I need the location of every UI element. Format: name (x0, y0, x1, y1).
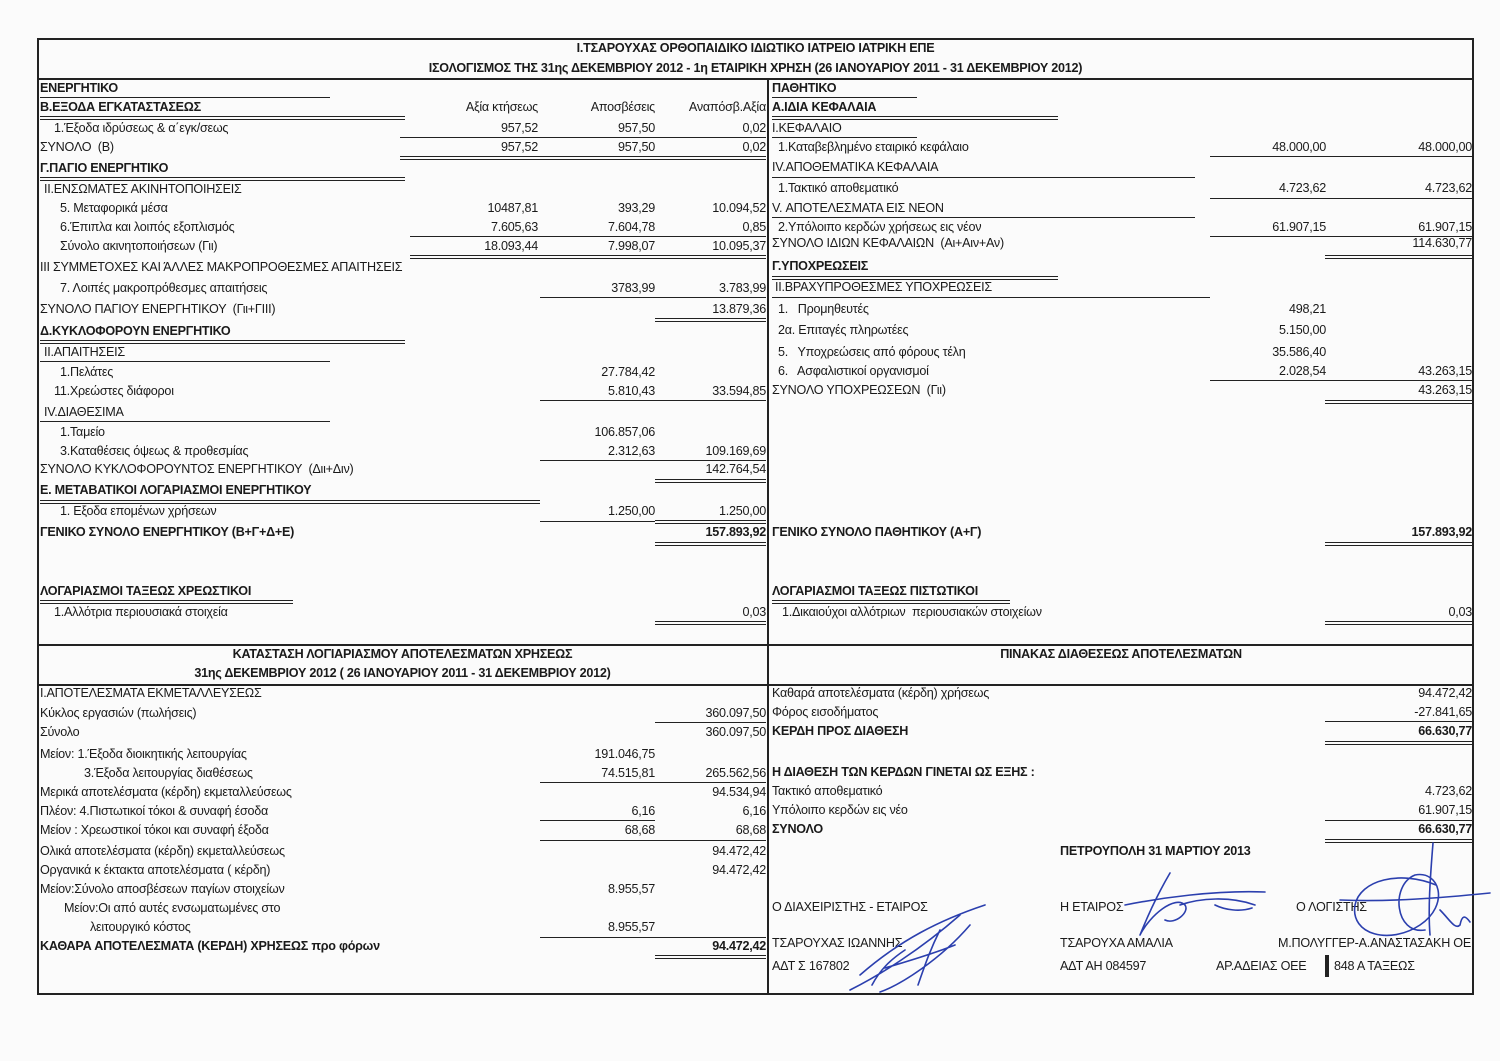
row-amount: 61.907,15 (1272, 220, 1326, 234)
underline-rule (772, 297, 1210, 298)
row-amount: 48.000,00 (1272, 140, 1326, 154)
row-label: Σύνολο (40, 725, 80, 739)
row-amount: 4.723,62 (1424, 181, 1472, 195)
underline-rule (772, 600, 1010, 604)
row-label: Ι.ΚΕΦΑΛΑΙΟ (772, 121, 842, 135)
row-amount: 957,52 (500, 140, 538, 154)
row-amount: 5.150,00 (1278, 323, 1326, 337)
row-label: Β.ΕΞΟΔΑ ΕΓΚΑΤΑΣΤΑΣΕΩΣ (40, 100, 201, 114)
row-label: 5. Υποχρεώσεις από φόρους τέλη (778, 345, 966, 359)
row-amount: 8.955,57 (607, 882, 655, 896)
row-label: 6.Έπιπλα και λοιπός εξοπλισμός (60, 220, 235, 234)
underline-rule (772, 137, 917, 138)
row-amount: 191.046,75 (594, 747, 655, 761)
underline-rule (1325, 721, 1472, 722)
underline-rule (40, 361, 330, 362)
underline-rule (40, 600, 293, 604)
row-amount: 2.028,54 (1278, 364, 1326, 378)
row-label: 3.Έξοδα λειτουργίας διαθέσεως (84, 766, 253, 780)
underline-rule (1325, 400, 1472, 404)
row-label: Ε. ΜΕΤΑΒΑΤΙΚΟΙ ΛΟΓΑΡΙΑΣΜΟΙ ΕΝΕΡΓΗΤΙΚΟΥ (40, 483, 312, 497)
row-amount: 68,68 (735, 823, 766, 837)
row-amount: 8.955,57 (607, 920, 655, 934)
row-label: ΕΝΕΡΓΗΤΙΚΟ (40, 81, 118, 95)
underline-rule (1325, 255, 1472, 259)
underline-rule (40, 340, 405, 344)
row-label: 1. Προμηθευτές (778, 302, 869, 316)
row-amount: 66.630,77 (1418, 724, 1472, 738)
underline-rule (772, 276, 1058, 280)
underline-rule (40, 421, 330, 422)
underline-rule (655, 955, 766, 959)
row-amount: 3.783,99 (718, 281, 766, 295)
row-label: 1.Καταβεβλημένο εταιρικό κεφάλαιο (778, 140, 969, 154)
row-amount: 393,29 (617, 201, 655, 215)
underline-rule (540, 521, 655, 522)
row-label: ΠΑΘΗΤΙΚΟ (772, 81, 837, 95)
signer-manager-id: ΑΔΤ Σ 167802 (772, 959, 850, 973)
row-label: Φόρος εισοδήματος (772, 705, 879, 719)
row-label: ΓΕΝΙΚΟ ΣΥΝΟΛΟ ΕΝΕΡΓΗΤΙΚΟΥ (Β+Γ+Δ+Ε) (40, 525, 295, 539)
section-divider (37, 78, 1474, 80)
underline-rule (40, 500, 540, 504)
row-amount: 498,21 (1288, 302, 1326, 316)
row-amount: 1.250,00 (607, 504, 655, 518)
row-amount: 114.630,77 (1412, 236, 1472, 250)
signer-accountant-name: Μ.ΠΟΛΥΓΓΕΡ-Α.ΑΝΑΣΤΑΣΑΚΗ ΟΕ (1277, 936, 1471, 950)
underline-rule (40, 97, 330, 98)
underline-rule (1210, 198, 1472, 199)
row-amount: 4.723,62 (1278, 181, 1326, 195)
row-amount: 142.764,54 (705, 462, 766, 476)
signer-manager-role: Ο ΔΙΑΧΕΙΡΙΣΤΗΣ - ΕΤΑΙΡΟΣ (772, 900, 928, 914)
row-label: ΙΙΙ ΣΥΜΜΕΤΟΧΕΣ ΚΑΙ ΆΛΛΕΣ ΜΑΚΡΟΠΡΟΘΕΣΜΕΣ ΑΠΑΙΤΗΣΕΙΣ (40, 260, 403, 274)
underline-rule (540, 460, 766, 461)
row-amount: 7.605,63 (490, 220, 538, 234)
underline-rule (1325, 820, 1472, 821)
row-label: Οργανικά κ έκτακτα αποτελέσματα ( κέρδη) (40, 863, 271, 877)
income-statement-title: ΚΑΤΑΣΤΑΣΗ ΛΟΓΙΑΡΙΑΣΜΟΥ ΑΠΟΤΕΛΕΣΜΑΤΩΝ ΧΡΗΣΕΩΣ (232, 647, 573, 661)
row-amount: 13.879,36 (712, 302, 766, 316)
row-label: Πλέον: 4.Πιστωτικοί τόκοι & συναφή έσοδα (40, 804, 269, 818)
underline-rule (772, 116, 1058, 120)
underline-rule (1325, 741, 1472, 745)
row-label: ΣΥΝΟΛΟ ΠΑΓΙΟΥ ΕΝΕΡΓΗΤΙΚΟΥ (Γιι+ΓΙΙΙ) (40, 302, 276, 316)
row-amount: 10487,81 (487, 201, 538, 215)
row-label: ΛΟΓΑΡΙΑΣΜΟΙ ΤΑΞΕΩΣ ΧΡΕΩΣΤΙΚΟΙ (40, 584, 252, 598)
row-amount: 106.857,06 (594, 425, 655, 439)
underline-rule (1325, 839, 1472, 843)
signer-partner-name: ΤΣΑΡΟΥΧΑ ΑΜΑΛΙΑ (1060, 936, 1173, 950)
row-label: Μείον: 1.Έξοδα διοικητικής λειτουργίας (40, 747, 247, 761)
row-label: 3.Καταθέσεις όψεως & προθεσμίας (60, 444, 249, 458)
underline-rule (772, 97, 917, 98)
balance-sheet-title: ΙΣΟΛΟΓΙΣΜΟΣ ΤΗΣ 31ης ΔΕΚΕΜΒΡΙΟΥ 2012 - 1η ΕΤΑΙΡΙΚΗ ΧΡΗΣΗ (26 ΙΑΝΟΥΑΡΙΟΥ 2011 - 31 ΔΕΚΕΜΒΡΙΟΥ 2012) (428, 61, 1083, 75)
row-label: Γ.ΠΑΓΙΟ ΕΝΕΡΓΗΤΙΚΟ (40, 161, 169, 175)
place-date: ΠΕΤΡΟΥΠΟΛΗ 31 ΜΑΡΤΙΟΥ 2013 (1060, 844, 1251, 858)
row-amount: 10.095,37 (712, 239, 766, 253)
row-amount: 48.000,00 (1418, 140, 1472, 154)
distribution-title: ΠΙΝΑΚΑΣ ΔΙΑΘΕΣΕΩΣ ΑΠΟΤΕΛΕΣΜΑΤΩΝ (1000, 647, 1242, 661)
row-label: Μερικά αποτελέσματα (κέρδη) εκμεταλλεύσεως (40, 785, 292, 799)
row-label: ΙΙ.ΕΝΣΩΜΑΤΕΣ ΑΚΙΝΗΤΟΠΟΙΗΣΕΙΣ (44, 182, 242, 196)
row-amount: 0,02 (742, 140, 766, 154)
row-amount: 94.472,42 (712, 844, 766, 858)
row-label: Κύκλος εργασιών (πωλήσεις) (40, 706, 197, 720)
signer-accountant-role: Ο ΛΟΓΙΣΤΗΣ (1296, 900, 1367, 914)
row-label: 1.Έξοδα ιδρύσεως & α΄εγκ/σεως (54, 121, 229, 135)
row-amount: 0,03 (742, 605, 766, 619)
row-amount: 157.893,92 (1411, 525, 1472, 539)
row-label: Ι.ΑΠΟΤΕΛΕΣΜΑΤΑ ΕΚΜΕΤΑΛΛΕΥΣΕΩΣ (40, 686, 262, 700)
row-amount: 6,16 (742, 804, 766, 818)
row-amount: 74.515,81 (601, 766, 655, 780)
underline-rule (655, 520, 766, 524)
row-label: Μείον : Χρεωστικοί τόκοι και συναφή έξοδα (40, 823, 269, 837)
signer-manager-name: ΤΣΑΡΟΥΧΑΣ ΙΩΑΝΝΗΣ (772, 936, 903, 950)
row-label: ΛΟΓΑΡΙΑΣΜΟΙ ΤΑΞΕΩΣ ΠΙΣΤΩΤΙΚΟΙ (772, 584, 978, 598)
row-label: 1. Εξοδα επομένων χρήσεων (60, 504, 217, 518)
row-label: Η ΔΙΑΘΕΣΗ ΤΩΝ ΚΕΡΔΩΝ ΓΙΝΕΤΑΙ ΩΣ ΕΞΗΣ : (772, 765, 1035, 779)
row-label: Ολικά αποτελέσματα (κέρδη) εκμεταλλεύσεως (40, 844, 285, 858)
row-label: 7. Λοιπές μακροπρόθεσμες απαιτήσεις (60, 281, 268, 295)
row-amount: 360.097,50 (705, 725, 766, 739)
underline-rule (540, 937, 766, 938)
col-header-acquisition: Αξία κτήσεως (465, 100, 538, 114)
row-amount: 61.907,15 (1418, 803, 1472, 817)
row-label: ΣΥΝΟΛΟ (772, 822, 823, 836)
section-divider (37, 644, 1474, 646)
underline-rule (40, 116, 405, 120)
row-label: Καθαρά αποτελέσματα (κέρδη) χρήσεως (772, 686, 990, 700)
row-label: V. ΑΠΟΤΕΛΕΣΜΑΤΑ ΕΙΣ ΝΕΟΝ (772, 201, 944, 215)
row-label: ΙΙ.ΑΠΑΙΤΗΣΕΙΣ (44, 345, 125, 359)
row-amount: 7.998,07 (607, 239, 655, 253)
underline-rule (655, 542, 766, 546)
underline-rule (540, 297, 766, 298)
row-label: ΓΕΝΙΚΟ ΣΥΝΟΛΟ ΠΑΘΗΤΙΚΟΥ (Α+Γ) (772, 525, 982, 539)
row-amount: 1.250,00 (718, 504, 766, 518)
row-label: 6. Ασφαλιστικοί οργανισμοί (778, 364, 929, 378)
col-header-depreciation: Αποσβέσεις (590, 100, 655, 114)
row-amount: 957,50 (617, 140, 655, 154)
col-header-net-value: Αναπόσβ.Αξία (688, 100, 766, 114)
row-label: 2α. Επιταγές πληρωτέες (778, 323, 909, 337)
row-amount: 27.784,42 (601, 365, 655, 379)
row-amount: 61.907,15 (1418, 220, 1472, 234)
row-amount: 109.169,69 (705, 444, 766, 458)
row-label: 11.Χρεώστες διάφοροι (54, 384, 174, 398)
row-label: 1.Δικαιούχοι αλλότριων περιουσιακών στοιχείων (782, 605, 1042, 619)
underline-rule (540, 840, 766, 841)
row-label: ΣΥΝΟΛΟ ΙΔΙΩΝ ΚΕΦΑΛΑΙΩΝ (Αι+Αιν+Αν) (772, 236, 1004, 250)
row-amount: 157.893,92 (705, 525, 766, 539)
underline-rule (1210, 156, 1472, 157)
company-title: Ι.ΤΣΑΡΟΥΧΑΣ ΟΡΘΟΠΑΙΔΙΚΟ ΙΔΙΩΤΙΚΟ ΙΑΤΡΕΙΟ ΙΑΤΡΙΚΗ ΕΠΕ (576, 41, 935, 55)
row-label: 1.Αλλότρια περιουσιακά στοιχεία (54, 605, 228, 619)
row-label: Μείον:Σύνολο αποσβέσεων παγίων στοιχείων (40, 882, 285, 896)
row-label: ΙΙ.ΒΡΑΧΥΠΡΟΘΕΣΜΕΣ ΥΠΟΧΡΕΩΣΕΙΣ (775, 280, 992, 294)
row-amount: 94.534,94 (712, 785, 766, 799)
row-amount: 7.604,78 (607, 220, 655, 234)
row-amount: 43.263,15 (1418, 364, 1472, 378)
row-amount: 0,85 (742, 220, 766, 234)
row-label: 1.Τακτικό αποθεματικό (778, 181, 899, 195)
underline-rule (400, 137, 766, 138)
row-label: ΙV.ΑΠΟΘΕΜΑΤΙΚΑ ΚΕΦΑΛΑΙΑ (772, 160, 939, 174)
row-amount: 3783,99 (611, 281, 655, 295)
row-label: ΙV.ΔΙΑΘΕΣΙΜΑ (44, 405, 124, 419)
underline-rule (1210, 380, 1472, 381)
row-amount: 68,68 (624, 823, 655, 837)
row-label: 5. Μεταφορικά μέσα (60, 201, 168, 215)
row-label: ΣΥΝΟΛΟ ΥΠΟΧΡΕΩΣΕΩΝ (Γιι) (772, 383, 946, 397)
underline-rule (772, 217, 1195, 218)
underline-rule (540, 820, 655, 821)
row-amount: 265.562,56 (705, 766, 766, 780)
signer-accountant-license-label: ΑΡ.ΑΔΕΙΑΣ ΟΕΕ (1216, 959, 1307, 973)
row-label: 2.Υπόλοιπο κερδών χρήσεως εις νέον (778, 220, 982, 234)
row-label: Τακτικό αποθεματικό (772, 784, 883, 798)
row-label: Δ.ΚΥΚΛΟΦΟΡΟΥΝ ΕΝΕΡΓΗΤΙΚΟ (40, 324, 231, 338)
row-amount: 35.586,40 (1272, 345, 1326, 359)
row-label: 1.Πελάτες (60, 365, 114, 379)
underline-rule (772, 177, 1195, 178)
underline-rule (655, 479, 766, 483)
row-label: ΚΑΘΑΡΑ ΑΠΟΤΕΛΕΣΜΑΤΑ (ΚΕΡΔΗ) ΧΡΗΣΕΩΣ προ φόρων (40, 939, 380, 953)
underline-rule (1325, 621, 1472, 625)
row-amount: 957,50 (617, 121, 655, 135)
underline-rule (540, 782, 766, 783)
section-divider (37, 684, 1474, 686)
row-label: Μείον:Οι από αυτές ενσωματωμένες στο (64, 901, 281, 915)
row-amount: 4.723,62 (1424, 784, 1472, 798)
signer-accountant-license-number: 848 Α ΤΑΞΕΩΣ (1334, 959, 1415, 973)
underline-rule (400, 156, 766, 160)
row-amount: 94.472,42 (1418, 686, 1472, 700)
row-label: Γ.ΥΠΟΧΡΕΩΣΕΙΣ (772, 259, 869, 273)
row-label: 1.Ταμείο (60, 425, 105, 439)
row-amount: 6,16 (631, 804, 655, 818)
row-label: ΣΥΝΟΛΟ ΚΥΚΛΟΦΟΡΟΥΝΤΟΣ ΕΝΕΡΓΗΤΙΚΟΥ (Διι+Διν) (40, 462, 354, 476)
row-label: Υπόλοιπο κερδών εις νέο (772, 803, 908, 817)
row-amount: 5.810,43 (607, 384, 655, 398)
row-amount: 94.472,42 (712, 863, 766, 877)
row-amount: -27.841,65 (1414, 705, 1472, 719)
row-amount: 43.263,15 (1418, 383, 1472, 397)
signer-partner-id: ΑΔΤ ΑΗ 084597 (1060, 959, 1147, 973)
underline-rule (40, 177, 405, 181)
underline-rule (410, 236, 766, 237)
underline-rule (1210, 236, 1472, 237)
row-label: ΣΥΝΟΛΟ (Β) (40, 140, 114, 154)
column-divider (767, 78, 769, 995)
row-amount: 94.472,42 (712, 939, 766, 953)
row-label: ΚΕΡΔΗ ΠΡΟΣ ΔΙΑΘΕΣΗ (772, 724, 909, 738)
row-amount: 18.093,44 (484, 239, 538, 253)
underline-rule (655, 621, 766, 625)
row-label: Σύνολο ακινητοποιήσεων (Γιι) (60, 239, 218, 253)
license-separator (1325, 955, 1329, 977)
row-amount: 360.097,50 (705, 706, 766, 720)
signer-partner-role: Η ΕΤΑΙΡΟΣ (1060, 900, 1124, 914)
income-statement-period: 31ης ΔΕΚΕΜΒΡΙΟΥ 2012 ( 26 ΙΑΝΟΥΑΡΙΟΥ 2011 - 31 ΔΕΚΕΜΒΡΙΟΥ 2012) (194, 666, 611, 680)
row-label: λειτουργικό κόστος (90, 920, 191, 934)
row-amount: 66.630,77 (1418, 822, 1472, 836)
row-amount: 957,52 (500, 121, 538, 135)
row-amount: 10.094,52 (712, 201, 766, 215)
underline-rule (540, 400, 766, 401)
row-label: Α.ΙΔΙΑ ΚΕΦΑΛΑΙΑ (772, 100, 877, 114)
underline-rule (655, 722, 766, 723)
row-amount: 33.594,85 (712, 384, 766, 398)
row-amount: 0,03 (1448, 605, 1472, 619)
underline-rule (1325, 542, 1472, 546)
underline-rule (655, 318, 766, 322)
row-amount: 2.312,63 (607, 444, 655, 458)
row-amount: 0,02 (742, 121, 766, 135)
underline-rule (410, 255, 766, 259)
